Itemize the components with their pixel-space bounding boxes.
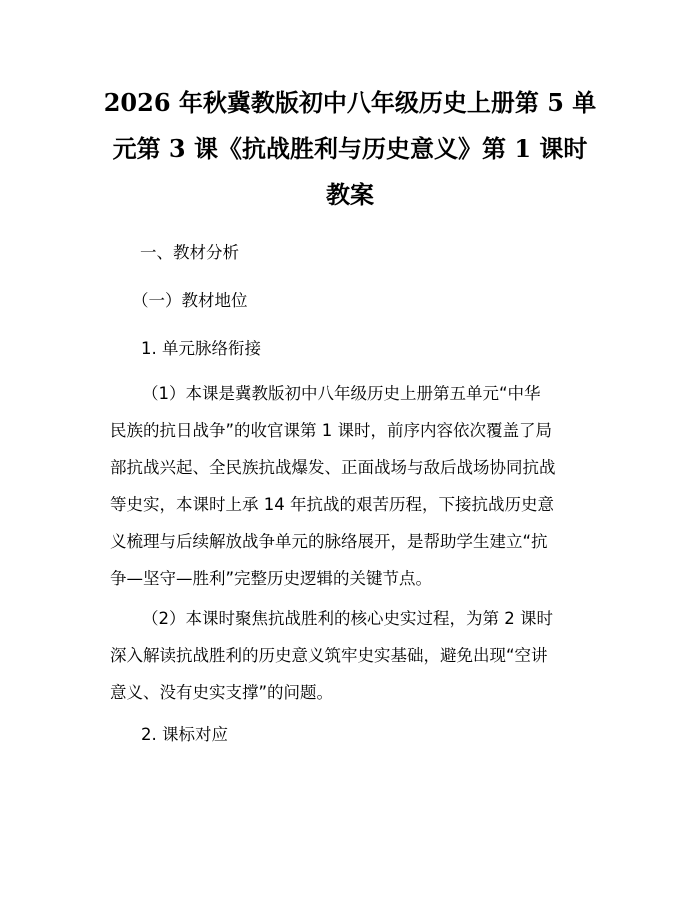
section-heading-teaching-material-analysis: 一、教材分析 [140,243,239,262]
subsection-heading-material-position: （一）教材地位 [132,291,248,310]
paragraph-line: 深入解读抗战胜利的历史意义筑牢史实基础，避免出现“空讲 [110,646,548,665]
paragraph-line: 意义、没有史实支撑”的问题。 [110,683,334,702]
paragraph-lesson-focus [110,600,600,711]
item-heading-unit-connection: 1. 单元脉络衔接 [141,339,261,358]
document-title-line-2: 元第 3 课《抗战胜利与历史意义》第 1 课时 [112,134,588,163]
paragraph-line: （1）本课是冀教版初中八年级历史上册第五单元“中华 [142,384,541,403]
document-title-line-3: 教案 [326,180,374,209]
paragraph-line: 民族的抗日战争”的收官课第 1 课时，前序内容依次覆盖了局 [110,421,553,440]
paragraph-line: 义梳理与后续解放战争单元的脉络展开，是帮助学生建立“抗 [110,532,548,551]
paragraph-unit-context [110,375,600,597]
document-title-line-1: 2026 年秋冀教版初中八年级历史上册第 5 单 [103,88,597,117]
paragraph-line: 争—坚守—胜利”完整历史逻辑的关键节点。 [110,569,433,588]
item-heading-curriculum-standards: 2. 课标对应 [141,725,228,744]
paragraph-line: 部抗战兴起、全民族抗战爆发、正面战场与敌后战场协同抗战 [110,458,556,477]
paragraph-line: 等史实，本课时上承 14 年抗战的艰苦历程，下接抗战历史意 [110,495,554,514]
paragraph-line: （2）本课时聚焦抗战胜利的核心史实过程，为第 2 课时 [142,609,553,628]
